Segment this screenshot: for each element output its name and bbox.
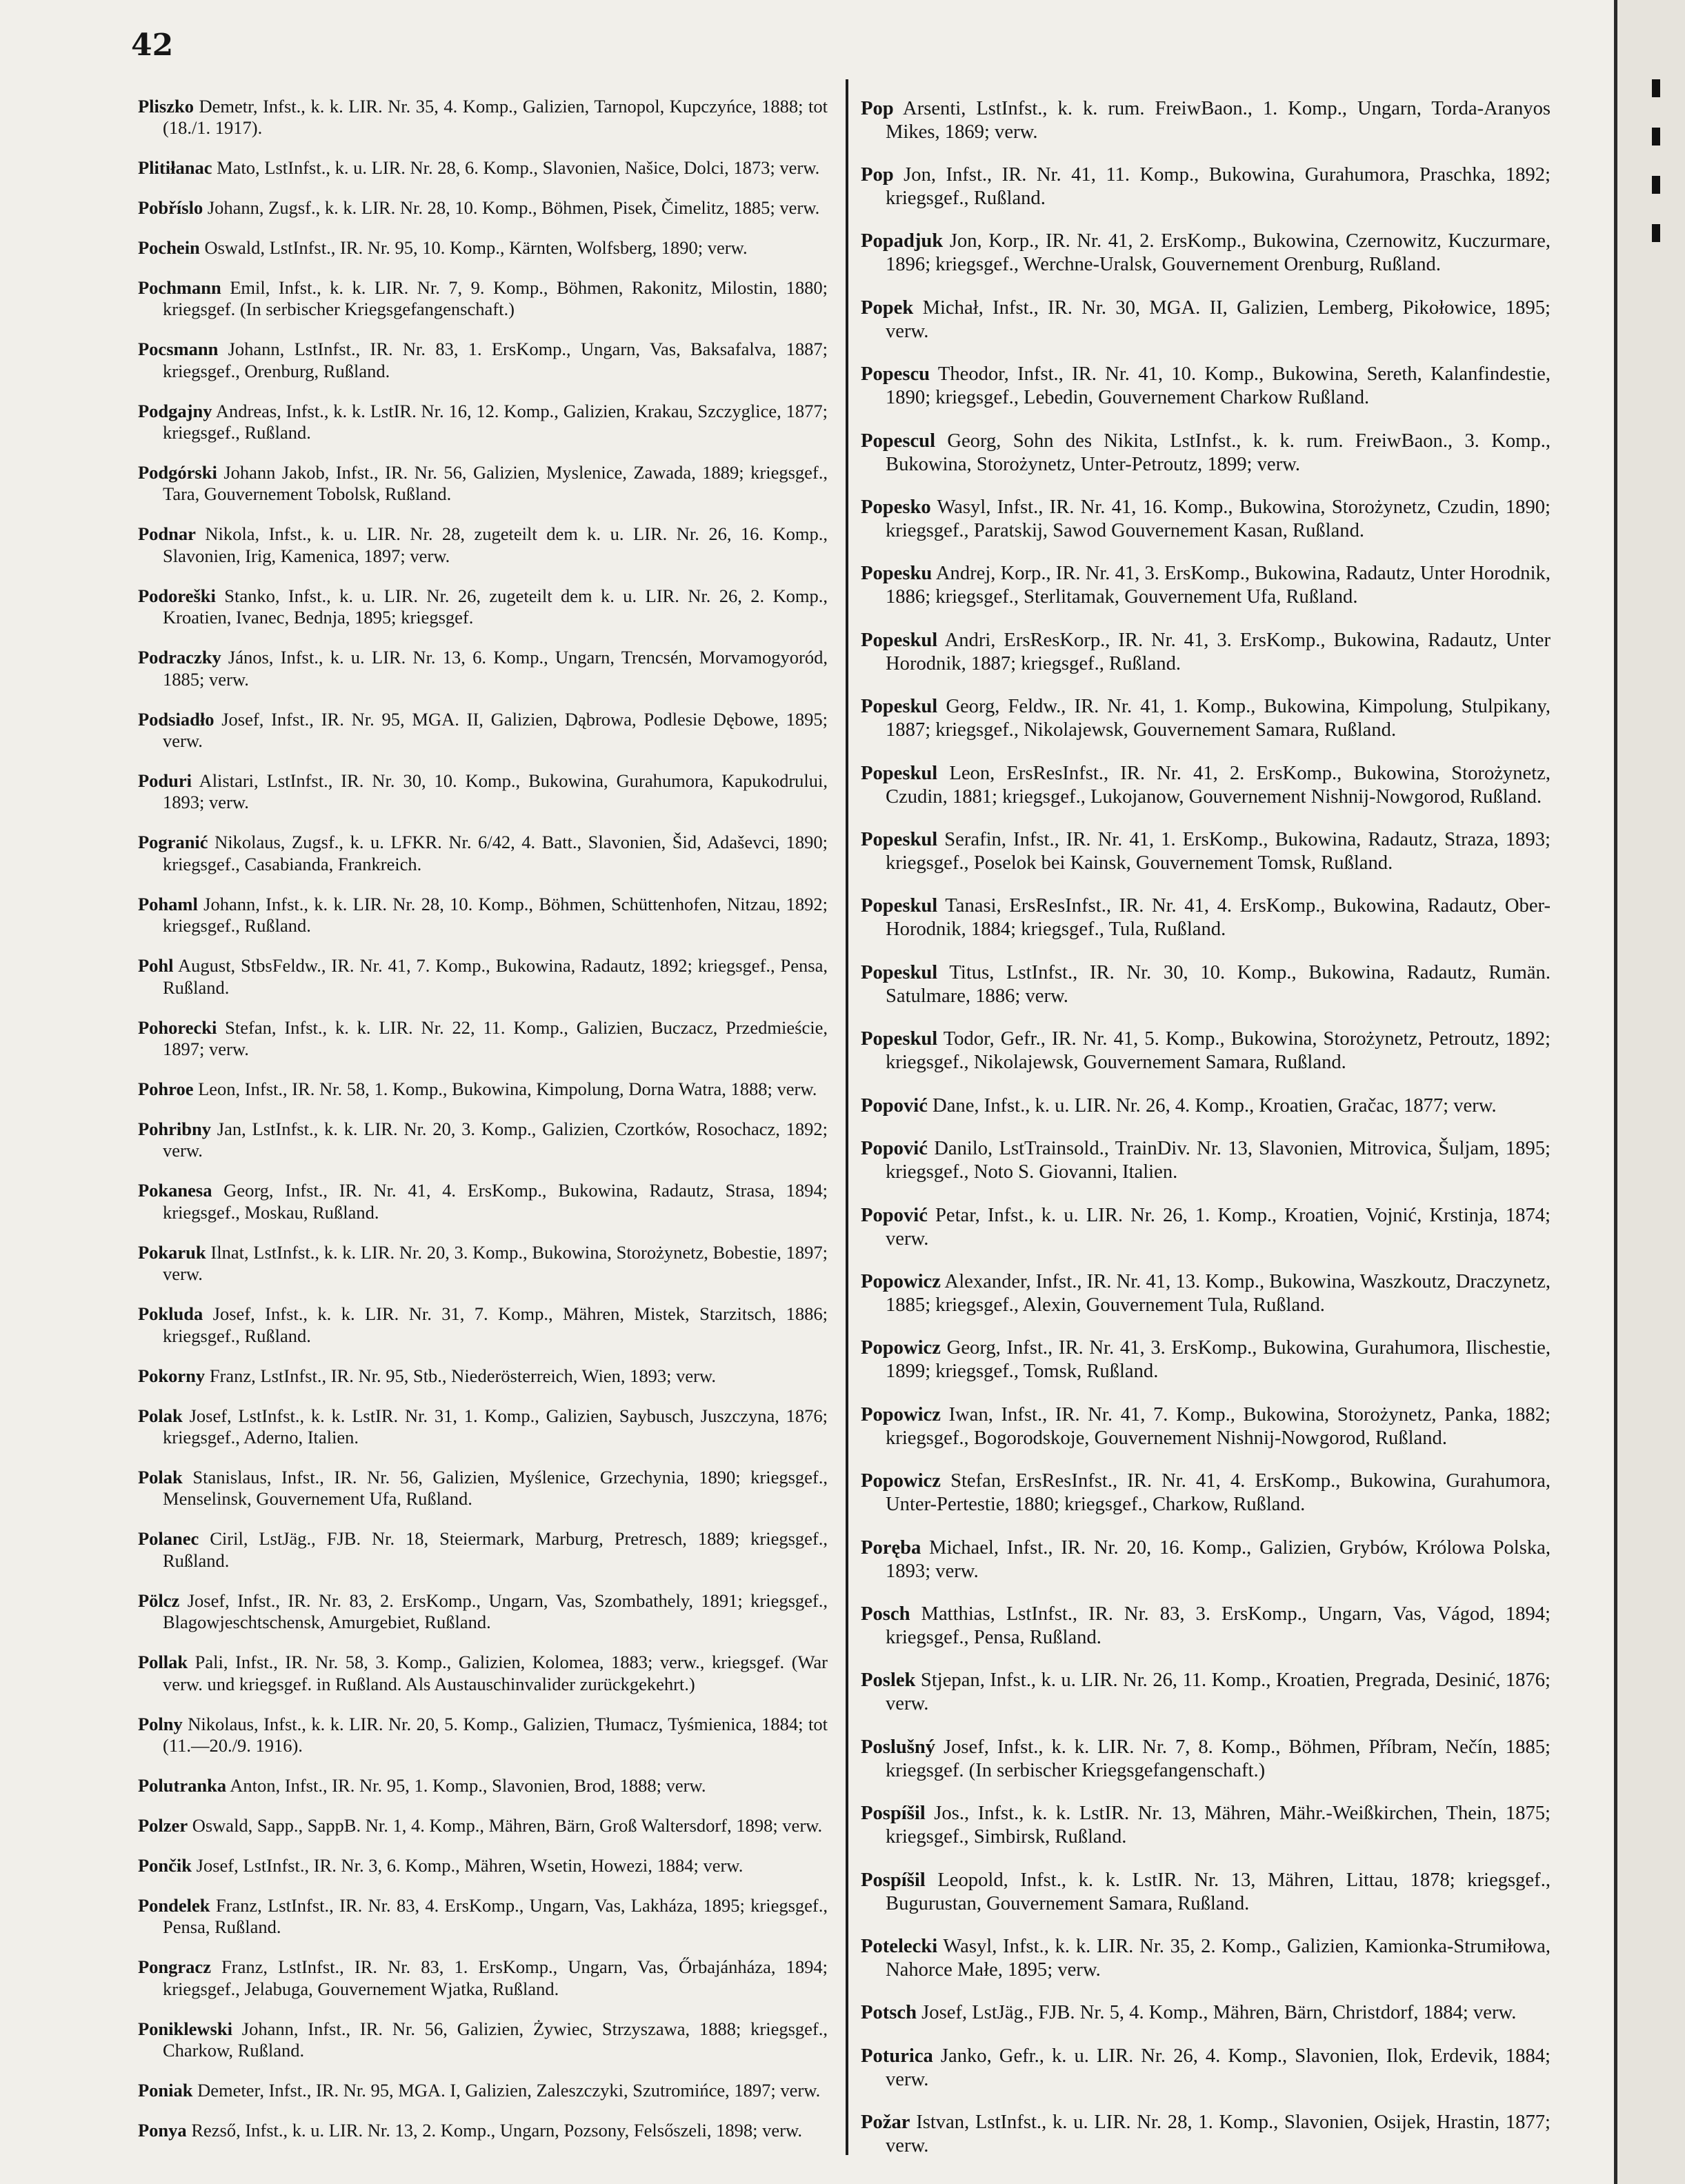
entry-details: Alistari, LstInfst., IR. Nr. 30, 10. Komp., Bukowina, Gurahumora, Kapukodrului, 1893; verw. xyxy=(163,770,828,813)
entry-surname: Pocsmann xyxy=(138,339,219,360)
entry xyxy=(861,562,1551,609)
entry-details: Josef, Infst., k. k. LIR. Nr. 31, 7. Komp., Mähren, Mistek, Starzitsch, 1886; kriegsgef., Rußland. xyxy=(163,1303,828,1346)
entry xyxy=(138,1895,828,1938)
entry xyxy=(861,297,1551,343)
entry-surname: Popeskul xyxy=(861,895,938,917)
entry xyxy=(138,1405,828,1449)
right-column xyxy=(861,77,1551,2159)
entry-details: Jan, LstInfst., k. k. LIR. Nr. 20, 3. Komp., Galizien, Czortków, Rosochacz, 1892; verw. xyxy=(163,1119,828,1161)
entry xyxy=(138,277,828,321)
entry xyxy=(138,1714,828,1757)
entry-surname: Pohribny xyxy=(138,1119,212,1139)
entry-details: Josef, Infst., k. k. LIR. Nr. 7, 8. Komp., Böhmen, Příbram, Nečín, 1885; kriegsgef. (In serbischer Kriegsgefangenschaft.) xyxy=(886,1736,1551,1781)
entry xyxy=(861,496,1551,543)
page-number: 42 xyxy=(131,28,174,63)
entry-surname: Popović xyxy=(861,1094,928,1116)
entry xyxy=(861,230,1551,277)
entry xyxy=(138,1956,828,2000)
entry xyxy=(861,1270,1551,1317)
entry-surname: Potsch xyxy=(861,2002,917,2024)
entry xyxy=(138,2018,828,2062)
entry-details: Georg, Infst., IR. Nr. 41, 4. ErsKomp., Bukowina, Radautz, Strasa, 1894; kriegsgef., Moskau, Rußland. xyxy=(163,1180,828,1223)
entry-details: Leon, ErsResInfst., IR. Nr. 41, 2. ErsKomp., Bukowina, Storożynetz, Czudin, 1881; kriegsgef., Lukojanow, Gouvernement Nishnij-Nowgorod, Rußland. xyxy=(886,762,1551,808)
entry xyxy=(861,1028,1551,1074)
entry-surname: Pölcz xyxy=(138,1590,180,1611)
entry xyxy=(861,695,1551,742)
entry xyxy=(138,339,828,382)
entry xyxy=(138,523,828,567)
entry xyxy=(861,1470,1551,1516)
entry-surname: Pokanesa xyxy=(138,1180,212,1201)
entry xyxy=(861,1137,1551,1184)
entry-details: Josef, Infst., IR. Nr. 95, MGA. II, Galizien, Dąbrowa, Podlesie Dębowe, 1895; verw. xyxy=(163,708,828,752)
entry-surname: Popeskul xyxy=(861,961,938,983)
entry-surname: Popowicz xyxy=(861,1337,941,1359)
entry-details: Leopold, Infst., k. k. LstIR. Nr. 13, Mähren, Littau, 1878; kriegsgef., Bugurustan, Gouvernement Samara, Rußland. xyxy=(886,1869,1551,1914)
entry-details: Ciril, LstJäg., FJB. Nr. 18, Steiermark, Marburg, Pretresch, 1889; kriegsgef., Rußland. xyxy=(163,1528,828,1571)
entry xyxy=(861,1336,1551,1383)
entry-details: Josef, LstInfst., IR. Nr. 3, 6. Komp., Mähren, Wsetin, Howezi, 1884; verw. xyxy=(192,1854,744,1876)
entry-details: Johann Jakob, Infst., IR. Nr. 56, Galizien, Myslenice, Zawada, 1889; kriegsgef., Tara, Gouvernement Tobolsk, Rußland. xyxy=(163,461,828,505)
entry xyxy=(138,709,828,752)
entry-surname: Pohroe xyxy=(138,1079,194,1100)
entry-details: Nikolaus, Infst., k. k. LIR. Nr. 20, 5. Komp., Galizien, Tłumacz, Tyśmienica, 1884; tot (11.—20./9. 1916). xyxy=(163,1713,828,1756)
entry-surname: Podoreški xyxy=(138,585,216,606)
entry xyxy=(138,1855,828,1876)
entry-details: Franz, LstInfst., IR. Nr. 83, 4. ErsKomp., Ungarn, Vas, Lakháza, 1895; kriegsgef., Pensa, Rußland. xyxy=(163,1894,828,1938)
entry xyxy=(138,401,828,444)
entry xyxy=(138,832,828,875)
entry xyxy=(861,1736,1551,1783)
entry-details: Franz, LstInfst., IR. Nr. 95, Stb., Niederösterreich, Wien, 1893; verw. xyxy=(205,1365,716,1386)
entry xyxy=(861,1935,1551,1982)
entry xyxy=(138,197,828,219)
entry xyxy=(861,97,1551,144)
entry xyxy=(138,894,828,937)
entry-surname: Polanec xyxy=(138,1528,199,1550)
entry-surname: Popeskul xyxy=(861,629,938,651)
entry xyxy=(861,363,1551,410)
entry-surname: Pochein xyxy=(138,237,200,258)
entry-surname: Popadjuk xyxy=(861,230,944,252)
entry xyxy=(861,1094,1551,1118)
entry-surname: Pop xyxy=(861,97,894,119)
entry-surname: Podnar xyxy=(138,523,196,545)
entry-surname: Popesko xyxy=(861,497,931,519)
entry xyxy=(861,1802,1551,1849)
entry-details: Iwan, Infst., IR. Nr. 41, 7. Komp., Bukowina, Storożynetz, Panka, 1882; kriegsgef., Bogorodskoje, Gouvernement Nishnij-Nowgorod, Rußland. xyxy=(886,1403,1551,1449)
entry-details: Stefan, ErsResInfst., IR. Nr. 41, 4. ErsKomp., Bukowina, Gurahumora, Unter-Pertestie, 1880; kriegsgef., Charkow, Rußland. xyxy=(886,1470,1551,1516)
entry-details: Titus, LstInfst., IR. Nr. 30, 10. Komp., Bukowina, Radautz, Rumän. Satulmare, 1886; verw. xyxy=(886,961,1551,1007)
entry-details: Wasyl, Infst., k. k. LIR. Nr. 35, 2. Komp., Galizien, Kamionka-Strumiłowa, Nahorce Małe, 1895; verw. xyxy=(886,1936,1551,1981)
entry xyxy=(138,1652,828,1695)
entry-details: Arsenti, LstInfst., k. k. rum. FreiwBaon., 1. Komp., Ungarn, Torda-Aranyos Mikes, 1869; verw. xyxy=(886,97,1551,143)
entry-details: Josef, LstJäg., FJB. Nr. 5, 4. Komp., Mähren, Bärn, Christdorf, 1884; verw. xyxy=(917,2002,1517,2024)
entry-details: Ilnat, LstInfst., k. k. LIR. Nr. 20, 3. Komp., Bukowina, Storożynetz, Bobestie, 1897; verw. xyxy=(163,1241,828,1285)
entry-details: Jos., Infst., k. k. LstIR. Nr. 13, Mähren, Mähr.-Weißkirchen, Thein, 1875; kriegsgef., Simbirsk, Rußland. xyxy=(886,1803,1551,1848)
entry-surname: Popowicz xyxy=(861,1470,941,1492)
entry xyxy=(861,1204,1551,1251)
entry-details: Johann, Infst., IR. Nr. 56, Galizien, Żywiec, Strzyszawa, 1888; kriegsgef., Charkow, Rußland. xyxy=(163,2018,828,2061)
entry xyxy=(138,1815,828,1836)
entry-surname: Podgórski xyxy=(138,461,217,483)
entry xyxy=(138,1242,828,1285)
entry-details: János, Infst., k. u. LIR. Nr. 13, 6. Komp., Ungarn, Trencsén, Morvamogyoród, 1885; verw. xyxy=(163,647,828,690)
entry-surname: Poduri xyxy=(138,770,192,792)
entry-details: Danilo, LstTrainsold., TrainDiv. Nr. 13, Slavonien, Mitrovica, Šuljam, 1895; kriegsgef., Noto S. Giovanni, Italien. xyxy=(886,1138,1551,1183)
entry-surname: Požar xyxy=(861,2112,910,2134)
entry-details: Josef, Infst., IR. Nr. 83, 2. ErsKomp., Ungarn, Vas, Szombathely, 1891; kriegsgef., Blagowjeschtschensk, Amurgebiet, Rußland. xyxy=(163,1590,828,1633)
entry-surname: Plitiłanac xyxy=(138,157,212,178)
entry xyxy=(138,1590,828,1634)
entry xyxy=(861,1869,1551,1916)
entry xyxy=(138,2120,828,2141)
entry-surname: Ponya xyxy=(138,2120,187,2141)
entry xyxy=(138,1528,828,1572)
entry-surname: Pospíšil xyxy=(861,1869,926,1891)
entry-details: Serafin, Infst., IR. Nr. 41, 1. ErsKomp., Bukowina, Radautz, Straza, 1893; kriegsgef., Poselok bei Kainsk, Gouvernement Tomsk, Rußland. xyxy=(886,829,1551,874)
entry-surname: Polak xyxy=(138,1466,183,1487)
entry-surname: Pogranić xyxy=(138,832,208,853)
entry-surname: Pohl xyxy=(138,955,174,976)
entry xyxy=(861,894,1551,941)
entry-details: Dane, Infst., k. u. LIR. Nr. 26, 4. Komp., Kroatien, Gračac, 1877; verw. xyxy=(927,1094,1497,1116)
entry-details: Jon, Korp., IR. Nr. 41, 2. ErsKomp., Bukowina, Czernowitz, Kuczurmare, 1896; kriegsgef., Werchne-Uralsk, Gouvernement Orenburg, Rußland. xyxy=(886,230,1551,276)
entry-surname: Pochmann xyxy=(138,277,221,298)
entry-surname: Popeskul xyxy=(861,696,938,718)
entry xyxy=(861,2045,1551,2092)
entry-details: Stefan, Infst., k. k. LIR. Nr. 22, 11. Komp., Galizien, Buczacz, Przedmieście, 1897; verw. xyxy=(163,1016,828,1060)
entry-surname: Pončik xyxy=(138,1854,192,1876)
entry xyxy=(861,1603,1551,1650)
entry xyxy=(138,1017,828,1061)
entry xyxy=(138,2080,828,2101)
entry xyxy=(138,585,828,629)
entry xyxy=(138,96,828,139)
entry-details: Leon, Infst., IR. Nr. 58, 1. Komp., Bukowina, Kimpolung, Dorna Watra, 1888; verw. xyxy=(193,1079,817,1100)
entry-details: Demeter, Infst., IR. Nr. 95, MGA. I, Galizien, Zaleszczyki, Szutromińce, 1897; verw. xyxy=(192,2080,821,2101)
entry xyxy=(861,2111,1551,2158)
entry-details: Stanislaus, Infst., IR. Nr. 56, Galizien, Myślenice, Grzechynia, 1890; kriegsgef., Menselinsk, Gouvernement Ufa, Rußland. xyxy=(163,1466,828,1510)
entry xyxy=(138,770,828,814)
entry-surname: Popović xyxy=(861,1138,928,1160)
entry-details: Pali, Infst., IR. Nr. 58, 3. Komp., Galizien, Kolomea, 1883; verw., kriegsgef. (War verw. und kriegsgef. in Rußland. Als Austauschinvalider zurückgekehrt.) xyxy=(163,1652,828,1694)
entry-details: Michael, Infst., IR. Nr. 20, 16. Komp., Galizien, Grybów, Królowa Polska, 1893; verw. xyxy=(886,1536,1551,1582)
entry xyxy=(861,961,1551,1008)
entry-surname: Poniak xyxy=(138,2080,193,2101)
entry-surname: Poslušný xyxy=(861,1736,936,1758)
entry-surname: Popescul xyxy=(861,430,936,452)
entry-details: Georg, Infst., IR. Nr. 41, 3. ErsKomp., Bukowina, Gurahumora, Ilischestie, 1899; kriegsgef., Tomsk, Rußland. xyxy=(886,1337,1551,1383)
entry-surname: Popeskul xyxy=(861,1028,938,1050)
entry xyxy=(861,1536,1551,1583)
entry xyxy=(138,1079,828,1100)
entry-surname: Popesku xyxy=(861,563,933,585)
entry-surname: Potelecki xyxy=(861,1936,938,1958)
entry-details: Stanko, Infst., k. u. LIR. Nr. 26, zugeteilt dem k. u. LIR. Nr. 26, 2. Komp., Kroatien, Ivanec, Bednja, 1895; kriegsgef. xyxy=(163,585,828,628)
entry-details: Stjepan, Infst., k. u. LIR. Nr. 26, 11. Komp., Kroatien, Pregrada, Desinić, 1876; verw. xyxy=(886,1670,1551,1715)
entry xyxy=(861,1403,1551,1450)
entry-surname: Poniklewski xyxy=(138,2018,232,2039)
entry-surname: Pongracz xyxy=(138,1956,211,1978)
entry-details: Tanasi, ErsResInfst., IR. Nr. 41, 4. ErsKomp., Bukowina, Radautz, Ober-Horodnik, 1884; kriegsgef., Tula, Rußland. xyxy=(886,895,1551,941)
entry-details: Johann, LstInfst., IR. Nr. 83, 1. ErsKomp., Ungarn, Vas, Baksafalva, 1887; kriegsgef., Orenburg, Rußland. xyxy=(163,339,828,381)
entry-details: Nikolaus, Zugsf., k. u. LFKR. Nr. 6/42, 4. Batt., Slavonien, Šid, Adaševci, 1890; kriegsgef., Casabianda, Frankreich. xyxy=(163,832,828,874)
entry-details: Theodor, Infst., IR. Nr. 41, 10. Komp., Bukowina, Sereth, Kalanfindestie, 1890; kriegsgef., Lebedin, Gouvernement Charkow Rußland. xyxy=(886,363,1551,409)
entry-surname: Poręba xyxy=(861,1536,921,1559)
entry-surname: Pohorecki xyxy=(138,1016,217,1038)
entry-surname: Popescu xyxy=(861,363,930,385)
entry-details: Istvan, LstInfst., k. u. LIR. Nr. 28, 1. Komp., Slavonien, Osijek, Hrastin, 1877; verw. xyxy=(886,2112,1551,2157)
entry-surname: Posch xyxy=(861,1603,910,1625)
entry xyxy=(138,1119,828,1162)
entry-surname: Polak xyxy=(138,1405,183,1426)
entry-details: Oswald, LstInfst., IR. Nr. 95, 10. Komp., Kärnten, Wolfsberg, 1890; verw. xyxy=(199,237,748,258)
entry-details: Rezső, Infst., k. u. LIR. Nr. 13, 2. Komp., Ungarn, Pozsony, Felsőszeli, 1898; verw. xyxy=(186,2120,803,2141)
entry-details: Josef, LstInfst., k. k. LstIR. Nr. 31, 1. Komp., Galizien, Saybusch, Juszczyna, 1876; kriegsgef., Aderno, Italien. xyxy=(163,1405,828,1448)
entry xyxy=(138,1365,828,1387)
entry-surname: Polny xyxy=(138,1713,183,1734)
entry xyxy=(861,2001,1551,2025)
entry-details: Georg, Feldw., IR. Nr. 41, 1. Komp., Bukowina, Kimpolung, Stulpikany, 1887; kriegsgef., Nikolajewsk, Gouvernement Samara, Rußland. xyxy=(886,696,1551,741)
entry-surname: Podgajny xyxy=(138,400,212,421)
entry-surname: Popeskul xyxy=(861,829,938,851)
entry-surname: Pohaml xyxy=(138,893,198,914)
entry-surname: Popowicz xyxy=(861,1271,941,1292)
entry-surname: Pobříslo xyxy=(138,197,203,218)
entry-surname: Poslek xyxy=(861,1670,916,1692)
entry-details: Matthias, LstInfst., IR. Nr. 83, 3. ErsKomp., Ungarn, Vas, Vágod, 1894; kriegsgef., Pensa, Rußland. xyxy=(886,1603,1551,1648)
entry xyxy=(138,647,828,690)
entry xyxy=(861,430,1551,477)
entry-details: Alexander, Infst., IR. Nr. 41, 13. Komp., Bukowina, Waszkoutz, Draczynetz, 1885; kriegsgef., Alexin, Gouvernement Tula, Rußland. xyxy=(886,1271,1551,1316)
entry-surname: Pondelek xyxy=(138,1894,210,1916)
entry-surname: Pokorny xyxy=(138,1365,206,1386)
entry-surname: Podraczky xyxy=(138,647,221,668)
column-divider xyxy=(846,79,848,2155)
entry-details: Franz, LstInfst., IR. Nr. 83, 1. ErsKomp., Ungarn, Vas, Őrbajánháza, 1894; kriegsgef., Jelabuga, Gouvernement Wjatka, Rußland. xyxy=(163,1956,828,1999)
entry-surname: Popowicz xyxy=(861,1403,941,1425)
page-edge-rule xyxy=(1614,0,1617,2184)
entry-details: Jon, Infst., IR. Nr. 41, 11. Komp., Bukowina, Gurahumora, Praschka, 1892; kriegsgef., Rußland. xyxy=(886,164,1551,209)
entry-surname: Pospíšil xyxy=(861,1803,926,1825)
entry xyxy=(138,462,828,505)
entry-details: Oswald, Sapp., SappB. Nr. 1, 4. Komp., Mähren, Bärn, Groß Waltersdorf, 1898; verw. xyxy=(188,1814,823,1836)
entry-details: Wasyl, Infst., IR. Nr. 41, 16. Komp., Bukowina, Storożynetz, Czudin, 1890; kriegsgef., Paratskij, Sawod Gouvernement Kasan, Rußland. xyxy=(886,497,1551,541)
entry-surname: Polzer xyxy=(138,1814,188,1836)
entry-details: Nikola, Infst., k. u. LIR. Nr. 28, zugeteilt dem k. u. LIR. Nr. 26, 16. Komp., Slavonien, Irig, Kamenica, 1897; verw. xyxy=(163,523,828,566)
entry-surname: Pop xyxy=(861,164,894,186)
entry-details: Emil, Infst., k. k. LIR. Nr. 7, 9. Komp., Böhmen, Rakonitz, Milostin, 1880; kriegsgef. (In serbischer Kriegsgefangenschaft.) xyxy=(163,277,828,320)
entry-details: Johann, Zugsf., k. k. LIR. Nr. 28, 10. Komp., Böhmen, Pisek, Čimelitz, 1885; verw. xyxy=(203,197,820,218)
entry-details: Anton, Infst., IR. Nr. 95, 1. Komp., Slavonien, Brod, 1888; verw. xyxy=(226,1775,706,1796)
entry-surname: Poturica xyxy=(861,2045,933,2067)
entry-surname: Pliszko xyxy=(138,95,194,117)
entry-details: Janko, Gefr., k. u. LIR. Nr. 26, 4. Komp., Slavonien, Ilok, Erdevik, 1884; verw. xyxy=(886,2045,1551,2090)
entry-details: Mato, LstInfst., k. u. LIR. Nr. 28, 6. Komp., Slavonien, Našice, Dolci, 1873; verw. xyxy=(212,157,820,178)
entry xyxy=(861,762,1551,809)
entry xyxy=(138,1775,828,1796)
entry-details: Michał, Infst., IR. Nr. 30, MGA. II, Galizien, Lemberg, Pikołowice, 1895; verw. xyxy=(886,297,1551,342)
entry xyxy=(138,955,828,999)
entry xyxy=(138,237,828,259)
entry-details: Demetr, Infst., k. k. LIR. Nr. 35, 4. Komp., Galizien, Tarnopol, Kupczyńce, 1888; tot (18./1. 1917). xyxy=(163,95,828,138)
entry xyxy=(138,157,828,179)
entry-details: Petar, Infst., k. u. LIR. Nr. 26, 1. Komp., Kroatien, Vojnić, Krstinja, 1874; verw. xyxy=(886,1204,1551,1250)
entry-surname: Pokaruk xyxy=(138,1241,206,1263)
entry xyxy=(861,163,1551,210)
entry-details: Johann, Infst., k. k. LIR. Nr. 28, 10. Komp., Böhmen, Schüttenhofen, Nitzau, 1892; kriegsgef., Rußland. xyxy=(163,893,828,936)
entry-surname: Podsiadło xyxy=(138,708,215,730)
left-column xyxy=(138,77,828,2143)
entry xyxy=(861,828,1551,875)
entry-surname: Polutranka xyxy=(138,1775,227,1796)
next-page-glyph-marks xyxy=(1652,0,1679,2184)
entry-details: Andri, ErsResKorp., IR. Nr. 41, 3. ErsKomp., Bukowina, Radautz, Unter Horodnik, 1887; kriegsgef., Rußland. xyxy=(886,629,1551,674)
entry xyxy=(861,1669,1551,1716)
entry xyxy=(138,1467,828,1510)
entry-details: Andreas, Infst., k. k. LstIR. Nr. 16, 12. Komp., Galizien, Krakau, Szczyglice, 1877; kriegsgef., Rußland. xyxy=(163,400,828,443)
entry-surname: Pokluda xyxy=(138,1303,203,1325)
entry-details: Andrej, Korp., IR. Nr. 41, 3. ErsKomp., Bukowina, Radautz, Unter Horodnik, 1886; kriegsgef., Sterlitamak, Gouvernement Ufa, Rußland. xyxy=(886,563,1551,608)
entry-surname: Popeskul xyxy=(861,762,938,784)
entry xyxy=(138,1303,828,1347)
entry-surname: Popović xyxy=(861,1204,928,1226)
entry-details: Todor, Gefr., IR. Nr. 41, 5. Komp., Bukowina, Storożynetz, Petroutz, 1892; kriegsgef., Nikolajewsk, Gouvernement Samara, Rußland. xyxy=(886,1028,1551,1074)
entry xyxy=(861,629,1551,676)
entry-surname: Popek xyxy=(861,297,914,319)
entry-details: August, StbsFeldw., IR. Nr. 41, 7. Komp., Bukowina, Radautz, 1892; kriegsgef., Pensa, Rußland. xyxy=(163,955,828,998)
entry xyxy=(138,1180,828,1223)
entry-surname: Pollak xyxy=(138,1652,188,1673)
entry-details: Georg, Sohn des Nikita, LstInfst., k. k. rum. FreiwBaon., 3. Komp., Bukowina, Storożynetz, Unter-Petroutz, 1899; verw. xyxy=(886,430,1551,475)
